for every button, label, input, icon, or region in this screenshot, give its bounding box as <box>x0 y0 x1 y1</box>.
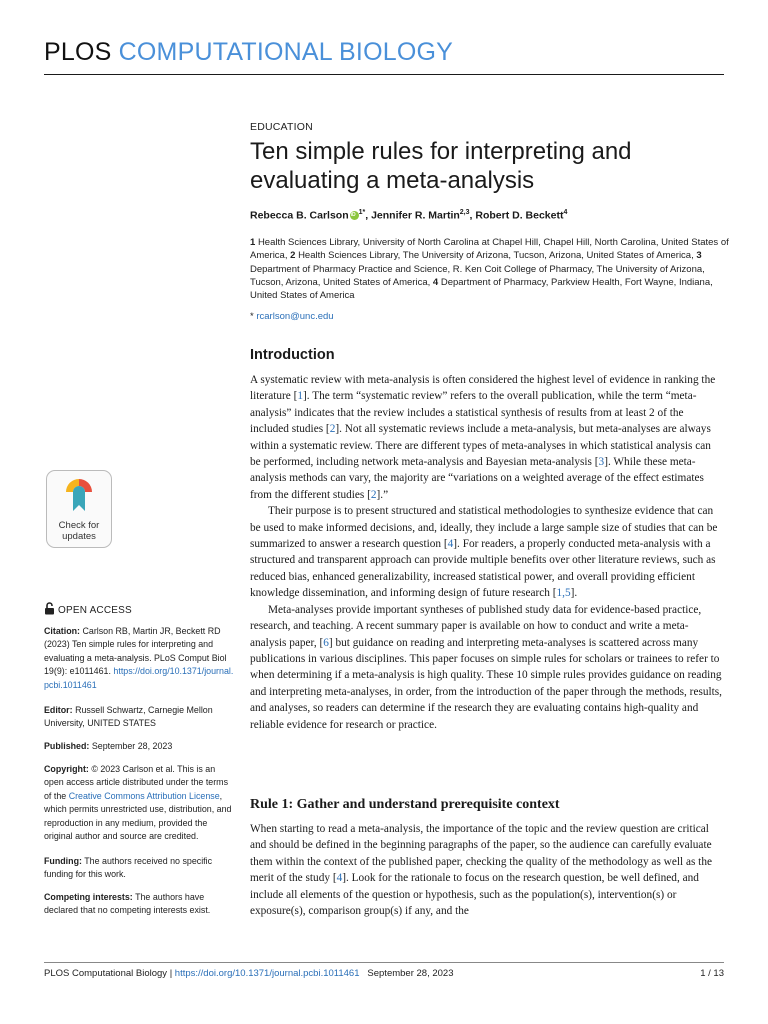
published-date: September 28, 2023 <box>91 741 173 751</box>
rule1-body <box>250 821 722 919</box>
text-run: ]. While these meta-analysis methods can vary, the majority are “variations on a weighted average of the effect estimates from the different studies [ <box>250 456 704 501</box>
paragraph <box>250 372 722 503</box>
journal-masthead <box>44 38 453 67</box>
page-number: 1 / 13 <box>700 968 724 979</box>
affil-text: Health Sciences Library, University of North Carolina at Chapel Hill, Chapel Hill, North Carolina, United States of America, <box>250 237 729 262</box>
text-run: A systematic review with meta-analysis is often considered the highest level of evidence in ranking the literature [ <box>250 374 716 403</box>
competing-label: Competing interests: <box>44 892 133 902</box>
journal-prefix: PLOS <box>44 38 112 66</box>
funding-text: The authors received no specific funding for this work. <box>44 856 213 880</box>
open-access <box>44 602 132 616</box>
footer-separator: | <box>169 968 173 979</box>
citation-link[interactable]: 2 <box>370 488 377 501</box>
affil-text: Health Sciences Library, The University of Arizona, Tucson, Arizona, United States of America, <box>298 250 694 262</box>
corresponding-email <box>250 311 334 322</box>
affiliations <box>250 236 730 302</box>
author-affil-sup: 2,3 <box>459 209 470 216</box>
citation-link[interactable]: 3 <box>598 456 605 469</box>
author-list: Rebecca B. CarlsoniD $^{1*}$, Jennifer R. Martin$^{2,3}$, Robert D. Beckett$^4$ <box>250 209 567 222</box>
license-link[interactable]: Creative Commons Attribution License <box>68 790 220 801</box>
text-run: Their purpose is to present structured and statistical methodologies to synthesize evidence that can be used to make informed decisions, and, ideally, they include a large sample size of studies that can be summarized to answer a research question [ <box>250 505 718 551</box>
copyright-text-rest: , which permits unrestricted use, distribution, and reproduction in any medium, provided the original author and source are credited. <box>44 790 232 842</box>
footer-journal: PLOS Computational Biology <box>44 968 168 979</box>
citation-link[interactable]: 6 <box>323 636 329 649</box>
affil-number: 1 <box>250 237 256 248</box>
text-run: ]. <box>570 587 578 600</box>
funding-label: Funding: <box>44 856 82 866</box>
citation-link[interactable]: 4 <box>336 872 343 885</box>
check-line: Check for <box>58 520 100 531</box>
citation-link[interactable]: 1,5 <box>556 587 571 600</box>
open-access-label: OPEN ACCESS <box>58 605 132 616</box>
copyright-label: Copyright: <box>44 764 89 774</box>
article-section: EDUCATION <box>250 121 313 133</box>
text-run: ].” <box>376 488 389 501</box>
footer-date: September 28, 2023 <box>367 968 454 979</box>
page-footer <box>44 968 454 979</box>
paragraph <box>250 821 722 919</box>
author-name[interactable]: Jennifer R. Martin <box>371 209 460 222</box>
article-title: Ten simple rules for interpreting and evaluating a meta-analysis <box>250 138 632 194</box>
author-affil-sup: 1* <box>358 209 366 216</box>
affil-text: Department of Pharmacy, Parkview Health, Fort Wayne, Indiana, United States of America <box>250 276 713 302</box>
author-affil-sup: 4 <box>563 209 568 216</box>
intro-body <box>250 372 722 733</box>
author-name[interactable]: Rebecca B. Carlson <box>250 209 349 222</box>
citation-text: Carlson RB, Martin JR, Beckett RD (2023) Ten simple rules for interpreting and evaluating a meta-analysis. PLoS Comput Biol 19(9): e1011461. <box>44 626 227 677</box>
competing-text: The authors have declared that no competing interests exist. <box>44 892 211 916</box>
copyright-text: © 2023 Carlson et al. This is an open access article distributed under the terms of the <box>44 764 229 801</box>
footer-doi-link[interactable]: https://doi.org/10.1371/journal.pcbi.1011461 <box>174 968 360 979</box>
text-run: ]. For readers, a properly conducted meta-analysis with a structured and transparent approach can provide multiple benefits over other literature reviews, such as reduced bias, enhanced generalizability, increased statistical power, and overall providing efficient knowledge dissemination, and informing design of future research [ <box>250 538 716 600</box>
text-run: ]. Not all systematic reviews include a meta-analysis, but meta-analyses are always within a systematic review. There are different types of meta-analyses in which statistical analysis can be performed, including network meta-analysis and Bayesian meta-analysis [ <box>250 423 711 469</box>
email-link[interactable]: rcarlson@unc.edu <box>256 311 334 322</box>
check-for-updates-badge[interactable] <box>46 470 112 548</box>
intro-heading: Introduction <box>250 347 335 363</box>
affil-number: 2 <box>290 250 296 262</box>
editor-block <box>44 704 234 731</box>
text-run: ]. Look for the rationale to focus on the research question, be well defined, and include all elements of the question or hypothesis, such as the population(s), intervention(s) or exposure(s), comparison group(s) if any, and the <box>250 872 699 918</box>
orcid-icon[interactable] <box>350 211 359 220</box>
affil-text: Department of Pharmacy Practice and Science, R. Ken Coit College of Pharmacy, The University of Arizona, Tucson, Arizona, United States of America, <box>250 263 705 288</box>
open-lock-icon <box>44 602 55 615</box>
published-label: Published: <box>44 741 90 751</box>
citation-doi-link[interactable]: https://doi.org/10.1371/journal.pcbi.1011461 <box>44 666 234 690</box>
text-run: Meta-analyses provide important syntheses of published study data for evidence-based practice, research, and teaching. A recent summary paper is available on how to conduct and write a meta-analysis paper, [ <box>250 603 702 649</box>
journal-name: COMPUTATIONAL BIOLOGY <box>118 38 453 66</box>
citation-link[interactable]: 1 <box>297 390 304 403</box>
text-run: ]. The term “systematic review” refers to the overall publication, while the term “meta-analysis” indicates that the review includes a statistical synthesis of results from at least 2 of the included studies [ <box>250 390 697 436</box>
editor-text: Russell Schwartz, Carnegie Mellon University, UNITED STATES <box>44 705 213 729</box>
editor-label: Editor: <box>44 705 73 715</box>
paragraph <box>250 503 722 601</box>
affil-number: 4 <box>432 276 439 288</box>
copyright-block <box>44 763 234 843</box>
check-for-updates-label <box>47 521 111 542</box>
author-name[interactable]: Robert D. Beckett <box>475 209 564 222</box>
updates-line: updates <box>62 530 96 542</box>
funding-block <box>44 855 234 882</box>
citation-block <box>44 625 234 692</box>
header-divider <box>44 74 724 75</box>
citation-link[interactable]: 4 <box>447 538 454 551</box>
text-run: When starting to read a meta-analysis, the importance of the topic and the review question are critical and should be defined in the beginning paragraphs of the paper, so the audience can carefully evaluate them within the context of the published paper, checking the quality of the methodology as well as the merit of the study [ <box>250 823 712 885</box>
text-run: ] but guidance on reading and interpreting meta-analyses is scattered across many publications in various disciplines. This paper focuses on simple rules for scholars or trainees to refer to when determining if a meta-analysis is high quality. These 10 simple rules provides guidance on reading and interpreting meta-analyses, in order, from the introduction of the paper through the methods, results, and analyses, so readers can determine if the research they are evaluating contains high-quality and reliable evidence for research or practice. <box>250 636 723 731</box>
footer-divider <box>44 962 724 963</box>
citation-link[interactable]: 2 <box>329 423 336 436</box>
crossmark-icon <box>64 477 94 515</box>
citation-label: Citation: <box>44 626 80 636</box>
published-block <box>44 740 234 753</box>
email-marker: * <box>250 311 254 322</box>
affil-number: 3 <box>696 250 702 262</box>
competing-interests-block <box>44 891 234 918</box>
paragraph <box>250 602 722 733</box>
rule1-heading: Rule 1: Gather and understand prerequisite context <box>250 797 560 812</box>
